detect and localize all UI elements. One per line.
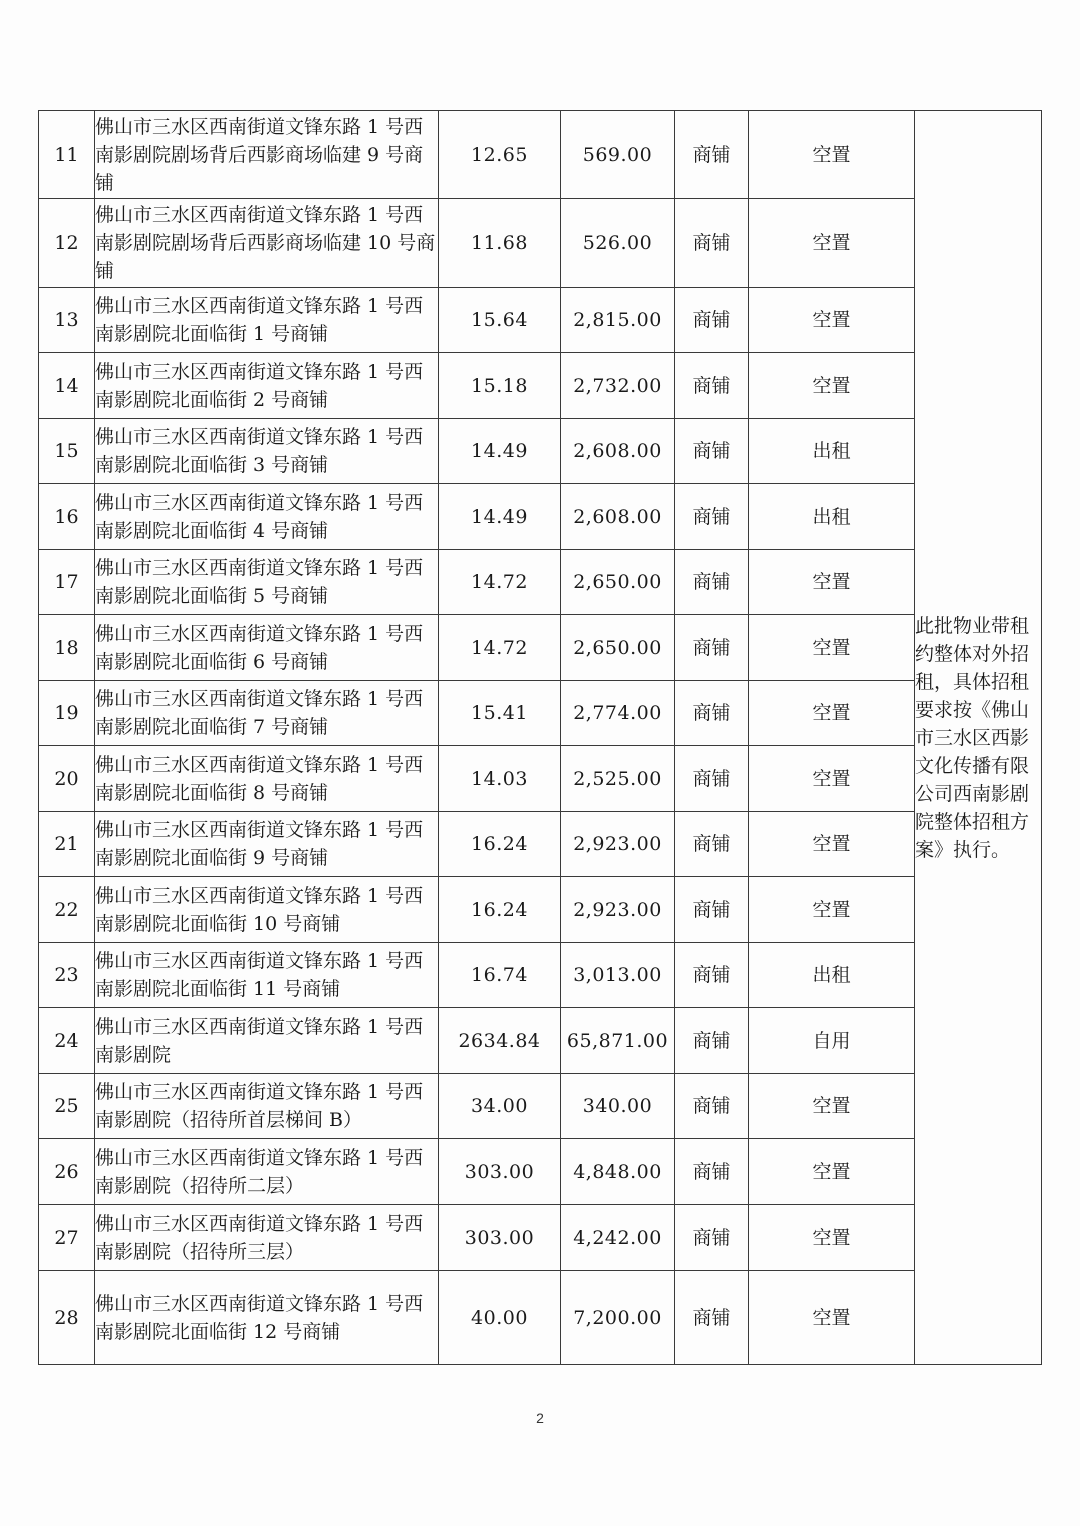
row-number: 12 <box>39 199 95 288</box>
property-status: 空置 <box>749 550 915 615</box>
page-number: 2 <box>536 1410 544 1426</box>
row-number: 13 <box>39 288 95 353</box>
rent-price: 2,732.00 <box>561 353 675 419</box>
property-type: 商铺 <box>675 1139 749 1205</box>
property-area: 14.72 <box>439 550 561 615</box>
property-type: 商铺 <box>675 199 749 288</box>
row-number: 26 <box>39 1139 95 1205</box>
rent-price: 569.00 <box>561 111 675 199</box>
property-status: 空置 <box>749 1074 915 1139</box>
table-row <box>39 1008 1042 1074</box>
row-number: 19 <box>39 681 95 746</box>
row-number: 23 <box>39 943 95 1008</box>
table-row <box>39 812 1042 877</box>
property-type: 商铺 <box>675 550 749 615</box>
property-type: 商铺 <box>675 943 749 1008</box>
property-address: 佛山市三水区西南街道文锋东路 1 号西南影剧院北面临街 5 号商铺 <box>95 550 439 615</box>
property-table <box>38 110 1042 1365</box>
rent-price: 2,923.00 <box>561 812 675 877</box>
rent-price: 2,525.00 <box>561 746 675 812</box>
rent-price: 4,848.00 <box>561 1139 675 1205</box>
property-area: 303.00 <box>439 1205 561 1271</box>
property-area: 2634.84 <box>439 1008 561 1074</box>
property-area: 15.18 <box>439 353 561 419</box>
rent-price: 2,608.00 <box>561 484 675 550</box>
property-area: 40.00 <box>439 1271 561 1365</box>
table-row <box>39 550 1042 615</box>
rent-price: 65,871.00 <box>561 1008 675 1074</box>
property-area: 34.00 <box>439 1074 561 1139</box>
table-row <box>39 877 1042 943</box>
table-row <box>39 1074 1042 1139</box>
property-status: 空置 <box>749 1271 915 1365</box>
row-number: 21 <box>39 812 95 877</box>
table-row <box>39 111 1042 199</box>
property-address: 佛山市三水区西南街道文锋东路 1 号西南影剧院北面临街 9 号商铺 <box>95 812 439 877</box>
table-row <box>39 419 1042 484</box>
rent-price: 2,774.00 <box>561 681 675 746</box>
table-row <box>39 1271 1042 1365</box>
table-row <box>39 746 1042 812</box>
property-area: 16.24 <box>439 812 561 877</box>
property-area: 15.64 <box>439 288 561 353</box>
rent-price: 2,608.00 <box>561 419 675 484</box>
table-row <box>39 199 1042 288</box>
table-row <box>39 288 1042 353</box>
rent-price: 2,650.00 <box>561 615 675 681</box>
property-address: 佛山市三水区西南街道文锋东路 1 号西南影剧院北面临街 12 号商铺 <box>95 1271 439 1365</box>
property-address: 佛山市三水区西南街道文锋东路 1 号西南影剧院北面临街 7 号商铺 <box>95 681 439 746</box>
property-status: 空置 <box>749 1205 915 1271</box>
row-number: 25 <box>39 1074 95 1139</box>
remark-text: 此批物业带租约整体对外招租，具体招租要求按《佛山市三水区西影文化传播有限公司西南影剧院整体招租方案》执行。 <box>915 614 1030 861</box>
property-status: 空置 <box>749 288 915 353</box>
row-number: 18 <box>39 615 95 681</box>
property-address: 佛山市三水区西南街道文锋东路 1 号西南影剧院 <box>95 1008 439 1074</box>
property-area: 303.00 <box>439 1139 561 1205</box>
table-row <box>39 1139 1042 1205</box>
table-row <box>39 681 1042 746</box>
property-area: 14.72 <box>439 615 561 681</box>
table-row <box>39 1205 1042 1271</box>
rent-price: 526.00 <box>561 199 675 288</box>
property-type: 商铺 <box>675 1074 749 1139</box>
property-status: 空置 <box>749 1139 915 1205</box>
property-type: 商铺 <box>675 1008 749 1074</box>
row-number: 24 <box>39 1008 95 1074</box>
property-address: 佛山市三水区西南街道文锋东路 1 号西南影剧院剧场背后西影商场临建 10 号商铺 <box>95 199 439 288</box>
table-body <box>39 111 1042 1365</box>
rent-price: 2,923.00 <box>561 877 675 943</box>
property-status: 自用 <box>749 1008 915 1074</box>
table-row <box>39 484 1042 550</box>
rent-price: 2,815.00 <box>561 288 675 353</box>
row-number: 22 <box>39 877 95 943</box>
row-number: 17 <box>39 550 95 615</box>
property-area: 12.65 <box>439 111 561 199</box>
rent-price: 2,650.00 <box>561 550 675 615</box>
property-type: 商铺 <box>675 353 749 419</box>
remark-cell <box>915 111 1042 1365</box>
property-type: 商铺 <box>675 1205 749 1271</box>
property-area: 16.74 <box>439 943 561 1008</box>
property-status: 出租 <box>749 484 915 550</box>
property-status: 空置 <box>749 199 915 288</box>
property-area: 15.41 <box>439 681 561 746</box>
rent-price: 7,200.00 <box>561 1271 675 1365</box>
property-address: 佛山市三水区西南街道文锋东路 1 号西南影剧院（招待所三层） <box>95 1205 439 1271</box>
row-number: 20 <box>39 746 95 812</box>
property-area: 16.24 <box>439 877 561 943</box>
row-number: 15 <box>39 419 95 484</box>
row-number: 11 <box>39 111 95 199</box>
property-type: 商铺 <box>675 615 749 681</box>
rent-price: 4,242.00 <box>561 1205 675 1271</box>
property-type: 商铺 <box>675 111 749 199</box>
property-type: 商铺 <box>675 812 749 877</box>
property-area: 14.49 <box>439 484 561 550</box>
property-type: 商铺 <box>675 746 749 812</box>
property-address: 佛山市三水区西南街道文锋东路 1 号西南影剧院北面临街 1 号商铺 <box>95 288 439 353</box>
table-row <box>39 353 1042 419</box>
property-address: 佛山市三水区西南街道文锋东路 1 号西南影剧院北面临街 10 号商铺 <box>95 877 439 943</box>
property-address: 佛山市三水区西南街道文锋东路 1 号西南影剧院北面临街 2 号商铺 <box>95 353 439 419</box>
property-address: 佛山市三水区西南街道文锋东路 1 号西南影剧院北面临街 3 号商铺 <box>95 419 439 484</box>
property-status: 出租 <box>749 419 915 484</box>
property-address: 佛山市三水区西南街道文锋东路 1 号西南影剧院北面临街 8 号商铺 <box>95 746 439 812</box>
property-type: 商铺 <box>675 484 749 550</box>
property-status: 空置 <box>749 681 915 746</box>
table-row <box>39 943 1042 1008</box>
property-type: 商铺 <box>675 419 749 484</box>
rent-price: 340.00 <box>561 1074 675 1139</box>
property-status: 空置 <box>749 812 915 877</box>
row-number: 16 <box>39 484 95 550</box>
property-type: 商铺 <box>675 681 749 746</box>
property-address: 佛山市三水区西南街道文锋东路 1 号西南影剧院剧场背后西影商场临建 9 号商铺 <box>95 111 439 199</box>
rent-price: 3,013.00 <box>561 943 675 1008</box>
property-address: 佛山市三水区西南街道文锋东路 1 号西南影剧院北面临街 6 号商铺 <box>95 615 439 681</box>
property-status: 空置 <box>749 877 915 943</box>
property-type: 商铺 <box>675 1271 749 1365</box>
property-address: 佛山市三水区西南街道文锋东路 1 号西南影剧院（招待所二层） <box>95 1139 439 1205</box>
property-status: 空置 <box>749 353 915 419</box>
property-status: 空置 <box>749 746 915 812</box>
property-area: 14.49 <box>439 419 561 484</box>
row-number: 28 <box>39 1271 95 1365</box>
table-row <box>39 615 1042 681</box>
property-status: 出租 <box>749 943 915 1008</box>
row-number: 27 <box>39 1205 95 1271</box>
property-type: 商铺 <box>675 288 749 353</box>
row-number: 14 <box>39 353 95 419</box>
property-status: 空置 <box>749 615 915 681</box>
property-type: 商铺 <box>675 877 749 943</box>
property-address: 佛山市三水区西南街道文锋东路 1 号西南影剧院北面临街 4 号商铺 <box>95 484 439 550</box>
property-address: 佛山市三水区西南街道文锋东路 1 号西南影剧院（招待所首层梯间 B） <box>95 1074 439 1139</box>
property-area: 14.03 <box>439 746 561 812</box>
property-area: 11.68 <box>439 199 561 288</box>
property-status: 空置 <box>749 111 915 199</box>
property-address: 佛山市三水区西南街道文锋东路 1 号西南影剧院北面临街 11 号商铺 <box>95 943 439 1008</box>
